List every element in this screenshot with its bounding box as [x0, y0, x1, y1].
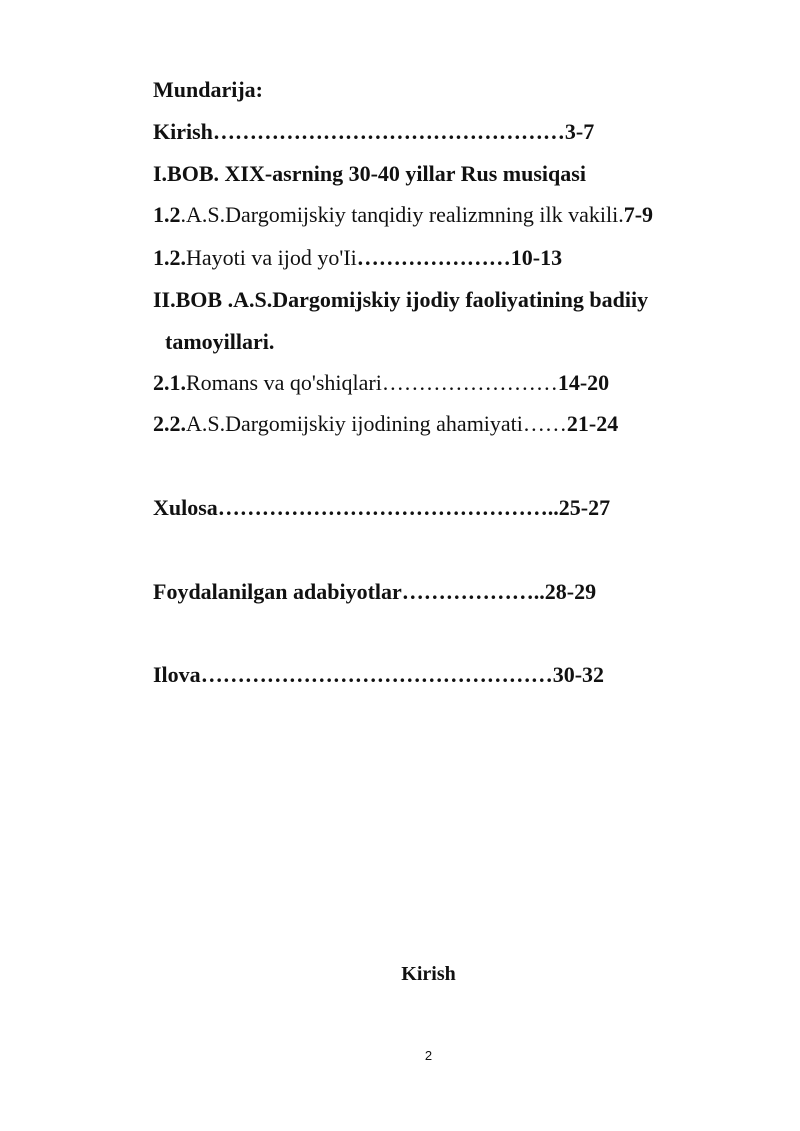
toc-entry-xulosa	[153, 494, 610, 522]
toc-entry-1-1	[153, 201, 653, 229]
toc-entry-label: A.S.Dargomijskiy ijodining ahamiyati	[186, 411, 523, 436]
toc-entry-pages: 30-32	[552, 662, 605, 687]
toc-entry-leader: …………………………………………	[212, 119, 565, 144]
toc-chapter-2-continued: tamoyillari.	[165, 329, 275, 354]
toc-entry-2-1	[153, 369, 609, 397]
toc-entry-number: 2.1.	[153, 370, 186, 395]
toc-entry-pages: 7-9	[623, 202, 654, 227]
toc-entry-number: 1.2	[153, 202, 181, 227]
toc-chapter-2: II.BOB .A.S.Dargomijskiy ijodiy faoliyatining badiiy	[153, 287, 649, 312]
toc-entry-label: .A.S.Dargomijskiy tanqidiy realizmning ilk vakili.	[180, 202, 624, 227]
section-title: Kirish	[401, 963, 456, 985]
toc-entry-pages: 10-13	[510, 245, 563, 270]
toc-entry-leader: ………………………………………..	[217, 495, 559, 520]
toc-entry-kirish	[153, 118, 594, 146]
toc-entry-label: Foydalanilgan adabiyotlar	[153, 579, 402, 604]
toc-entry-leader: …………………	[356, 245, 511, 270]
toc-entry-label: Xulosa	[153, 495, 218, 520]
toc-entry-leader: ………………..	[401, 579, 545, 604]
toc-entry-pages: 14-20	[557, 370, 610, 395]
toc-entry-label: Ilova	[153, 662, 201, 687]
toc-entry-label: Hayoti va ijod yo'Ii	[186, 245, 357, 270]
toc-entry-1-2	[153, 244, 562, 272]
toc-heading: Mundarija:	[153, 77, 263, 102]
toc-entry-label: Romans va qo'shiqlari	[186, 370, 382, 395]
toc-entry-pages: 21-24	[566, 411, 619, 436]
toc-chapter-1: I.BOB. XIX-asrning 30-40 yillar Rus musiqasi	[153, 161, 586, 186]
toc-entry-references	[153, 578, 596, 606]
toc-entry-leader: ……………………	[381, 370, 558, 395]
toc-entry-2-2	[153, 410, 618, 438]
toc-entry-leader: …………………………………………	[200, 662, 553, 687]
toc-entry-number: 1.2.	[153, 245, 186, 270]
toc-entry-leader: ……	[522, 411, 567, 436]
page-number: 2	[424, 1048, 433, 1063]
toc-entry-number: 2.2.	[153, 411, 186, 436]
toc-entry-label: Kirish	[153, 119, 213, 144]
toc-entry-pages: 28-29	[544, 579, 597, 604]
toc-entry-ilova	[153, 661, 604, 689]
toc-entry-pages: 3-7	[564, 119, 595, 144]
toc-entry-pages: 25-27	[558, 495, 611, 520]
